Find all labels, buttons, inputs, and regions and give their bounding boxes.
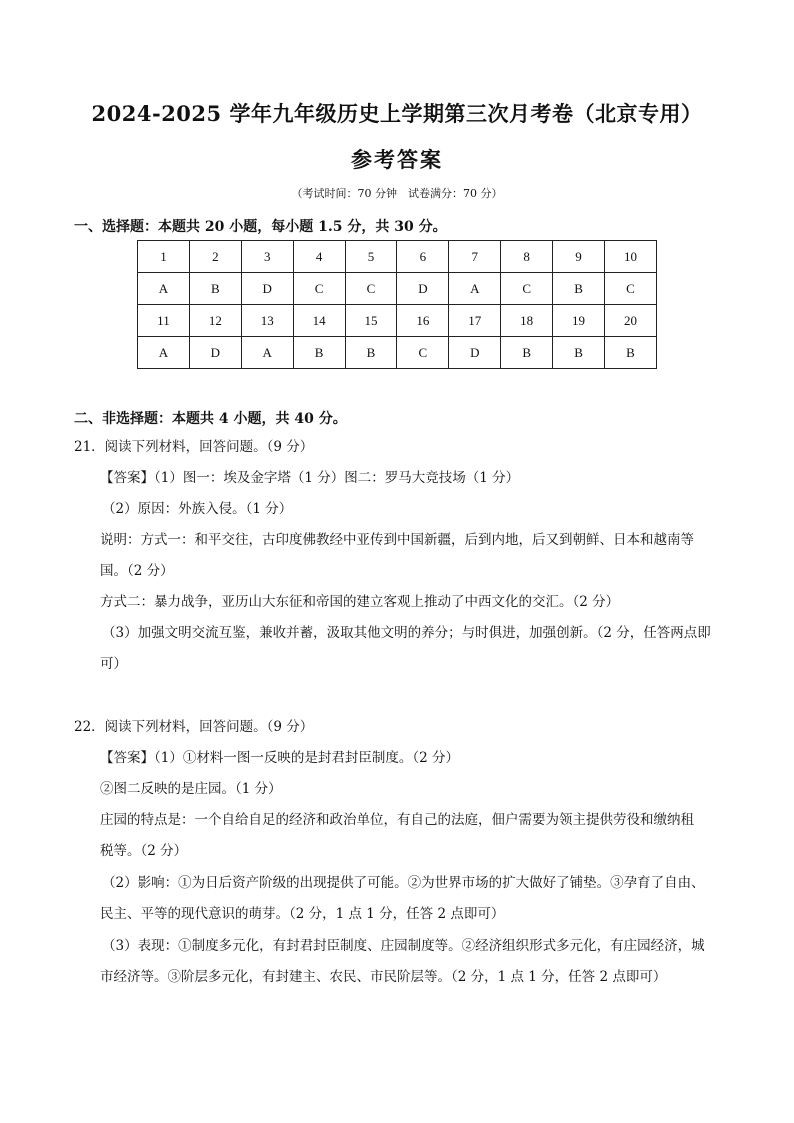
question-number-cell: 16 bbox=[397, 305, 449, 337]
question-number-cell: 13 bbox=[241, 305, 293, 337]
page-title: 2024-2025 学年九年级历史上学期第三次月考卷（北京专用） bbox=[91, 101, 703, 126]
question-number-cell: 7 bbox=[449, 241, 501, 273]
question-number-cell: 6 bbox=[397, 241, 449, 273]
answer-cell: A bbox=[449, 273, 501, 305]
q21-answer-line: （2）原因：外族入侵。（1 分） bbox=[102, 501, 293, 517]
answer-row bbox=[138, 337, 657, 369]
question-number-cell: 18 bbox=[501, 305, 553, 337]
answer-cell: B bbox=[605, 337, 657, 369]
question-number-cell: 5 bbox=[345, 241, 397, 273]
q21-heading: 21．阅读下列材料，回答问题。（9 分） bbox=[74, 439, 314, 455]
page-subtitle: 参考答案 bbox=[351, 147, 443, 172]
q22-answer-line: 庄园的特点是：一个自给自足的经济和政治单位，有自己的法庭，佃户需要为领主提供劳役和缴纳租 bbox=[100, 812, 694, 828]
question-number-cell: 15 bbox=[345, 305, 397, 337]
answer-cell: D bbox=[397, 273, 449, 305]
q21-answer-line: 【答案】（1）图一：埃及金字塔（1 分）图二：罗马大竞技场（1 分） bbox=[100, 470, 520, 486]
question-number-cell: 3 bbox=[241, 241, 293, 273]
question-number-cell: 4 bbox=[293, 241, 345, 273]
answer-cell: B bbox=[501, 337, 553, 369]
question-number-row bbox=[138, 305, 657, 337]
answer-cell: C bbox=[501, 273, 553, 305]
answer-cell: A bbox=[138, 273, 190, 305]
question-number-cell: 10 bbox=[605, 241, 657, 273]
question-number-row bbox=[138, 241, 657, 273]
answer-table bbox=[137, 240, 657, 369]
question-number-cell: 19 bbox=[553, 305, 605, 337]
q22-answer-line: （2）影响：①为日后资产阶级的出现提供了可能。②为世界市场的扩大做好了铺垫。③孕育了自由、 bbox=[102, 875, 705, 891]
answer-cell: A bbox=[138, 337, 190, 369]
question-number-cell: 11 bbox=[138, 305, 190, 337]
answer-row bbox=[138, 273, 657, 305]
question-number-cell: 8 bbox=[501, 241, 553, 273]
section-2-heading: 二、非选择题：本题共 4 小题，共 40 分。 bbox=[74, 411, 347, 427]
q21-answer-line: 方式二：暴力战争，亚历山大东征和帝国的建立客观上推动了中西文化的交汇。（2 分） bbox=[100, 594, 620, 610]
answer-cell: C bbox=[397, 337, 449, 369]
question-number-cell: 20 bbox=[605, 305, 657, 337]
question-number-cell: 14 bbox=[293, 305, 345, 337]
answer-cell: B bbox=[553, 337, 605, 369]
exam-info: （考试时间：70 分钟 试卷满分：70 分） bbox=[291, 187, 503, 200]
q22-heading: 22．阅读下列材料，回答问题。（9 分） bbox=[74, 719, 314, 735]
answer-cell: C bbox=[345, 273, 397, 305]
answer-cell: B bbox=[293, 337, 345, 369]
q22-answer-line: （3）表现：①制度多元化，有封君封臣制度、庄园制度等。②经济组织形式多元化，有庄园经济，城 bbox=[102, 938, 705, 954]
q21-answer-line: （3）加强文明交流互鉴，兼收并蓄，汲取其他文明的养分；与时俱进，加强创新。（2 分，任答两点即 bbox=[102, 625, 711, 641]
question-number-cell: 12 bbox=[189, 305, 241, 337]
answer-cell: A bbox=[241, 337, 293, 369]
section-1-heading: 一、选择题：本题共 20 小题，每小题 1.5 分，共 30 分。 bbox=[74, 219, 447, 235]
question-number-cell: 2 bbox=[189, 241, 241, 273]
question-number-cell: 17 bbox=[449, 305, 501, 337]
q21-answer-line: 说明：方式一：和平交往，古印度佛教经中亚传到中国新疆，后到内地，后又到朝鲜、日本和越南等 bbox=[100, 532, 694, 548]
q22-answer-line: ②图二反映的是庄园。（1 分） bbox=[100, 781, 282, 797]
answer-cell: B bbox=[553, 273, 605, 305]
answer-cell: B bbox=[345, 337, 397, 369]
question-number-cell: 1 bbox=[138, 241, 190, 273]
q22-answer-line: 市经济等。③阶层多元化，有封建主、农民、市民阶层等。（2 分，1 点 1 分，任答 2 点即可） bbox=[100, 969, 667, 985]
q22-answer-line: 【答案】（1）①材料一图一反映的是封君封臣制度。（2 分） bbox=[100, 750, 459, 766]
answer-cell: D bbox=[189, 337, 241, 369]
answer-cell: D bbox=[241, 273, 293, 305]
q22-answer-line: 民主、平等的现代意识的萌芽。（2 分，1 点 1 分，任答 2 点即可） bbox=[100, 906, 505, 922]
q21-answer-line: 国。（2 分） bbox=[100, 563, 174, 579]
answer-cell: D bbox=[449, 337, 501, 369]
q22-answer-line: 税等。（2 分） bbox=[100, 843, 188, 859]
answer-cell: B bbox=[189, 273, 241, 305]
answer-cell: C bbox=[605, 273, 657, 305]
answer-cell: C bbox=[293, 273, 345, 305]
q21-answer-line: 可） bbox=[100, 656, 127, 672]
question-number-cell: 9 bbox=[553, 241, 605, 273]
